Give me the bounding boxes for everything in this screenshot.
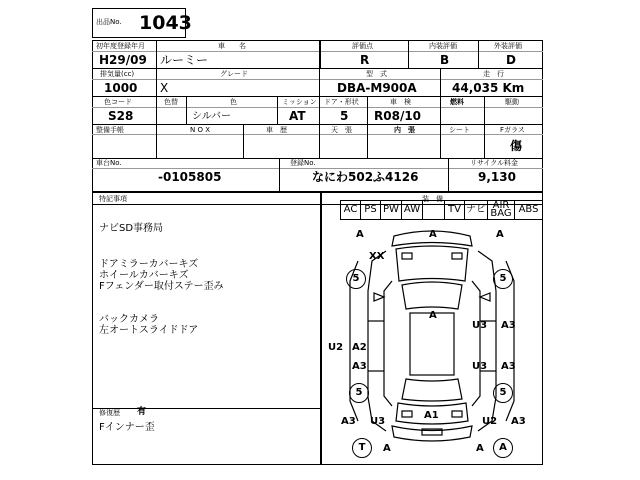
repair-label: 修復歴 xyxy=(99,409,120,417)
exterior-value: D xyxy=(506,53,516,67)
inspection-value: R08/10 xyxy=(374,109,422,123)
damage-rear-a1: A1 xyxy=(424,410,439,421)
damage-rear-a: A xyxy=(383,443,391,454)
equipment-header: 装 備 xyxy=(422,195,443,203)
recycle-value: 9,130 xyxy=(478,170,516,184)
reg-value: なにわ502ふ4126 xyxy=(312,170,419,184)
damage-rr-u2: U2 xyxy=(482,416,498,427)
interior-value: B xyxy=(440,53,450,67)
damage-xx: XX xyxy=(369,251,385,262)
sunroof-label: 天 張 xyxy=(331,126,352,134)
seat-label: シート xyxy=(449,126,470,134)
damage-front-a: A xyxy=(356,229,364,240)
doors-value: 5 xyxy=(340,109,349,123)
car-name-label: 車 名 xyxy=(218,42,246,50)
tire-front-left: 5 xyxy=(346,269,366,289)
damage-rear-circle: A xyxy=(493,438,513,458)
damage-rear-a-right: A xyxy=(476,443,484,454)
lot-label: 出品No. xyxy=(96,18,122,26)
equip-ps: PS xyxy=(361,201,381,219)
color-label: 色 xyxy=(230,98,237,106)
equip-blank xyxy=(423,201,445,219)
damage-left-a2: A2 xyxy=(352,342,367,353)
model-label: 型 式 xyxy=(366,70,387,78)
lot-number: 1043 xyxy=(139,12,192,34)
year-label: 初年度登録年月 xyxy=(96,42,145,50)
tire-front-right: 5 xyxy=(493,269,513,289)
doors-label: ドア・形状 xyxy=(324,98,359,106)
damage-left-u2: U2 xyxy=(328,342,344,353)
mileage-value: 44,035 Km xyxy=(452,81,525,95)
equip-aw: AW xyxy=(402,201,423,219)
damage-roof-a: A xyxy=(429,310,437,321)
transmission-value: AT xyxy=(289,109,306,123)
score-label: 評価点 xyxy=(352,42,373,50)
glass-label: Fガラス xyxy=(500,126,525,134)
note-line: バックカメラ xyxy=(99,314,159,325)
grade-value: X xyxy=(160,81,169,95)
model-value: DBA-M900A xyxy=(337,81,417,95)
note-line: ホイールカバーキズ xyxy=(99,270,189,281)
damage-rear-t: T xyxy=(352,438,372,458)
damage-right-a3b: A3 xyxy=(501,361,516,372)
interior-upholstery-label: 内 張 xyxy=(394,126,415,134)
fuel-label: 燃料 xyxy=(450,98,464,106)
score-value: R xyxy=(360,53,370,67)
mileage-label: 走 行 xyxy=(483,70,504,78)
nox-label: N O X xyxy=(190,126,210,134)
grade-label: グレード xyxy=(220,70,248,78)
color-code-label: 色コード xyxy=(104,98,132,106)
chassis-label: 車台No. xyxy=(96,159,122,167)
displacement-value: 1000 xyxy=(104,81,138,95)
interior-label: 内装評価 xyxy=(429,42,457,50)
recycle-label: リサイクル料金 xyxy=(470,159,519,167)
color-code-value: S28 xyxy=(108,109,134,123)
transmission-label: ミッション xyxy=(282,98,317,106)
reg-label: 登録No. xyxy=(290,159,316,167)
chassis-value: -0105805 xyxy=(158,170,222,184)
glass-value: 傷 xyxy=(510,139,523,153)
tire-rear-left: 5 xyxy=(349,383,369,403)
equip-pw: PW xyxy=(381,201,402,219)
lot-box xyxy=(92,8,192,38)
note-line: Fフェンダー取付ステー歪み xyxy=(99,281,224,292)
damage-front-a3: A xyxy=(496,229,504,240)
damage-left-a3: A3 xyxy=(352,361,367,372)
repair-value: 有 xyxy=(137,407,147,417)
damage-rr-a3: A3 xyxy=(511,416,526,427)
drive-label: 駆動 xyxy=(505,98,519,106)
notes-panel xyxy=(92,192,321,465)
equip-airbag: AIR BAG xyxy=(488,201,515,219)
year-value: H29/09 xyxy=(99,53,147,67)
damage-rl-a3: A3 xyxy=(341,416,356,427)
damage-right-u3b: U3 xyxy=(472,361,488,372)
damage-right-u3: U3 xyxy=(472,320,488,331)
damage-rl-u3: U3 xyxy=(370,416,386,427)
note-line: ドアミラーカバーキズ xyxy=(99,259,199,270)
equip-ac: AC xyxy=(341,201,361,219)
tire-rear-right: 5 xyxy=(493,383,513,403)
color-sub-label: 色替 xyxy=(164,98,178,106)
damage-right-a3: A3 xyxy=(501,320,516,331)
exterior-label: 外装評価 xyxy=(494,42,522,50)
note-line: ナビSD事務局 xyxy=(99,223,164,234)
equip-abs: ABS xyxy=(518,204,539,215)
record-label: 整備手帳 xyxy=(96,126,124,134)
equip-navi: ナビ xyxy=(465,201,488,219)
repair-note: Fインナー歪 xyxy=(99,422,155,433)
damage-front-a2: A xyxy=(429,229,437,240)
equip-tv: TV xyxy=(445,201,465,219)
color-value: シルバー xyxy=(192,111,232,122)
note-line: 左オートスライドドア xyxy=(99,325,199,336)
inspection-label: 車 検 xyxy=(390,98,411,106)
history-label: 車 歴 xyxy=(266,126,287,134)
notes-header: 特記事項 xyxy=(99,195,127,203)
displacement-label: 排気量(cc) xyxy=(100,70,135,78)
car-name-value: ルーミー xyxy=(160,53,209,67)
